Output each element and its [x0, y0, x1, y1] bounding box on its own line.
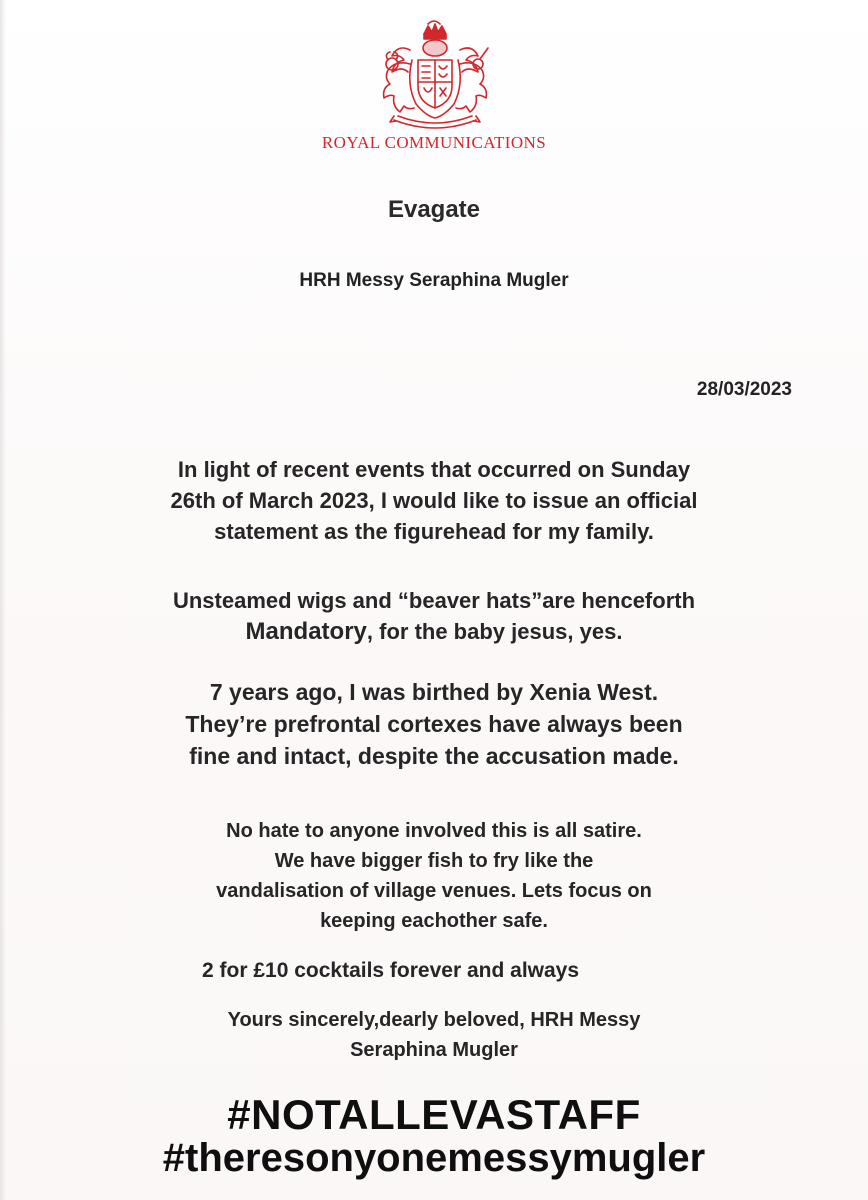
paragraph-recent-events — [0, 454, 868, 547]
hashtag-theresonyonemessymugler: #theresonyonemessymugler — [162, 1136, 706, 1180]
paragraph-line: In light of recent events that occurred on Sunday — [177, 457, 691, 482]
paragraph-wigs — [0, 585, 868, 647]
paragraph-line: 2 for £10 cocktails forever and always — [202, 959, 580, 982]
paragraph-birth — [0, 676, 868, 772]
document-date: 28/03/2023 — [696, 379, 792, 400]
signature-line: Seraphina Mugler — [350, 1039, 518, 1061]
signature-line: Yours sincerely,dearly beloved, HRH Messy — [227, 1009, 641, 1031]
paragraph-line: Unsteamed wigs and “beaver hats”are henceforth — [172, 588, 696, 613]
organization-name: ROYAL COMMUNICATIONS — [321, 133, 547, 152]
document-author: HRH Messy Seraphina Mugler — [299, 270, 569, 291]
paragraph-line-mixed — [0, 616, 868, 647]
paragraph-line: No hate to anyone involved this is all satire. — [226, 820, 642, 842]
paragraph-satire — [0, 816, 868, 936]
paragraph-line: 7 years ago, I was birthed by Xenia West. — [209, 679, 659, 705]
mandatory-word: Mandatory — [245, 618, 367, 645]
hashtag-notallevastaff: #NOTALLEVASTAFF — [227, 1091, 641, 1138]
signature-block — [0, 1005, 868, 1065]
document-title: Evagate — [387, 196, 481, 223]
paragraph-line: 26th of March 2023, I would like to issue an official — [170, 488, 698, 513]
paragraph-line: They’re prefrontal cortexes have always been — [185, 711, 683, 737]
paragraph-line: statement as the figurehead for my family. — [214, 519, 654, 544]
paragraph-line-rest: , for the baby jesus, yes. — [366, 619, 623, 644]
paragraph-cocktails — [202, 955, 802, 986]
royal-coat-of-arms-icon — [340, 20, 530, 132]
paragraph-line: keeping eachother safe. — [320, 910, 548, 932]
paragraph-line: vandalisation of village venues. Lets focus on — [216, 880, 652, 902]
paragraph-line: fine and intact, despite the accusation made. — [189, 743, 679, 769]
paragraph-line: We have bigger fish to fry like the — [274, 850, 594, 872]
